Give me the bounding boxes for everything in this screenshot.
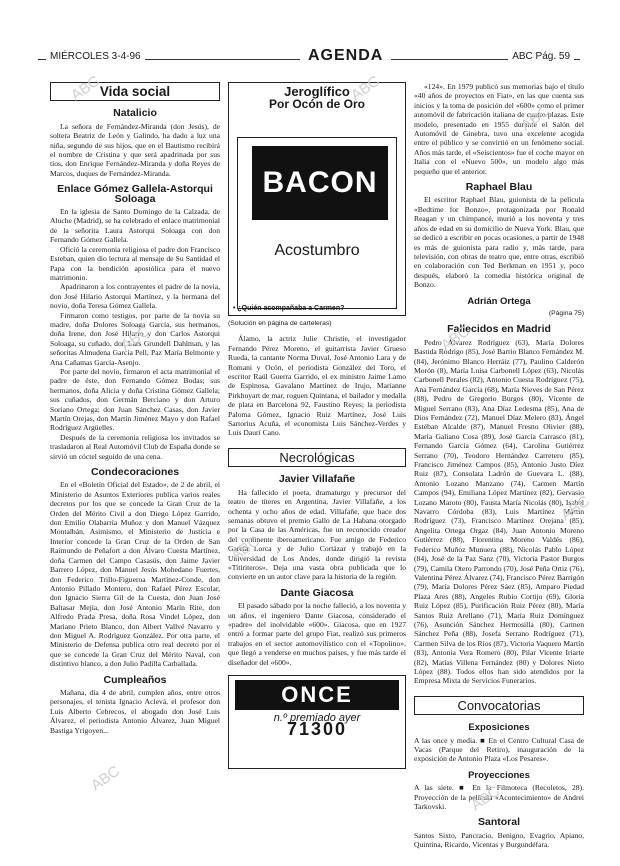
once-lottery-box xyxy=(228,675,406,769)
convocatorias-title: Convocatorias xyxy=(414,696,584,715)
column-vida-social xyxy=(50,82,220,856)
enlace-paragraph: Apadrinaron a los contrayentes el padre de la novia, don José Hilario Astorqui Martínez, y la hermana del novio, doña Teresa Gómez Gallela. xyxy=(50,282,220,311)
giacosa-text: El pasado sábado por la noche falleció, a los noventa y un años, el ingeniero Dante Giacosa, considerado el «padre» del inolvidable «600». Giacosa, que en 1927 entró a formar parte del grupo Fiat, realizó sus primeros trabajos en el sector automovilístico con el «Topolino», que llegó a venderse en muchos países, y fue más tarde el diseñador del «600». xyxy=(228,601,406,667)
exposiciones-text: A las once y media. ■ En el Centro Cultural Casa de Vacas (Parque del Retiro), inauguración de la exposición de Antonio Plaza «Los Pesares». xyxy=(414,735,584,764)
once-logo: ONCE xyxy=(235,680,399,710)
header-date: MIÉRCOLES 3-4-96 xyxy=(46,51,145,62)
blau-page-ref: (Página 75) xyxy=(548,309,584,317)
cumpleanos-heading: Cumpleaños xyxy=(103,673,167,686)
exposiciones-heading: Exposiciones xyxy=(468,722,530,734)
natalicio-text: La señora de Fernández-Miranda (don Jesús), de soltera Beatriz de León y Galindo, ha dado a luz una niña, segundo de sus hijos, que en el Bautismo recibirá el nombre de Cristina y que será apadrinada por sus tíos, don Enrique Fernández-Miranda y doña Reyes de Marcos, duques de Fernández-Miranda. xyxy=(50,121,220,178)
jeroglifico-box xyxy=(228,82,406,316)
necrologicas-title: Necrológicas xyxy=(228,448,406,467)
column-right xyxy=(414,82,584,856)
fallecidos-text: Pedro Álvarez Rodríguez (63), María Dolores Bastida Rodrigo (85), José Barrio Blanco Fernández M. (84), Jerónimo Blanco Herráiz (77), Paulino Calderón Morón (8), María Luisa Carbonell López (63), Nicolás Carbonell Perales (82), Antonio Cuesta Rodríguez (75), Ana Fernández García (68), María Nieves de San Pérez (88), Pedro de Gregorio Burgos (80), Vicente de Miguel Serrano (83), Ana Díaz Ledesma (85), Ana de Dios Fernández (72), Manuel Díaz Melero (83), Ángel Estéban Alcalde (87), Manuel Fresno Olivier (88), María Galiano Cosa (89), José García Carrasco (81), Fernando García Gómez (64), Carolina Gutiérrez Serrano (70), Teodoro Hernández Carretero (85), Francisco Jiménez Campos (85), Antonio Justo Díez Ruiz (87), Consolata Ladrón de Guevara L. (88), Antonio Lozano Manzano (74), Carmen Martín Campos (94), Emiliana López Martínez (82), Gervasio Lozano Maroto (80), Fausta María Nicolás (80), Isabel Navarro Córdoba (83), Luis Martínez Martín Rodríguez (73), Francisco Martínez Orejana (85), Angelita Ortega Orgaz (84), Juan Antonio Moreno Gutiérrez (88), Florentina Moreno Valdés (86), Federico Muñoz Munuera (88), Nicolás Pablo López (84), José de la Paz Sanz (70), Victoria Pastor Burgos (79), Camila Otero Parrondo (70), José Peña Ortiz (76), Valentina Pérez Álvarez (74), Francisco Pérez Barrigón (79), María Dolores Pérez Sáez (85), Amparo Piedad Plaza Ares (88), Angeles Rubio Cortijo (69), Gloria Ruiz López (85), Purificación Ruiz Pérez (80), María Santos Ruiz Arellano (71), María Ruiz Domínguez (76), Asunción Sánchez Hermosilla (80), Carmen Sánchez Peña (88), Josefa Serrano Rodríguez (71), Carmen Silva de los Ríos (87), Victoria Vaquero Martín (83), Antonia Vera Romero (80), Pilar Vicente Iriarte (82), Matías Villena Fernández (80) y Dolores Nieto López (88). Todos ellos han sido atendidos por la Empresa Mixta de Servicios Funerarios. xyxy=(414,337,584,686)
watermark: ABC xyxy=(227,532,263,565)
giacosa-heading: Dante Giacosa xyxy=(280,586,354,599)
natalicio-heading: Natalicio xyxy=(113,107,157,120)
enlace-paragraph: Ofició la ceremonia religiosa el padre don Francisco Esteban, quien dio lectura al mensaje de Su Santidad el Papa con la bendición apostólica para el nuevo matrimonio. xyxy=(50,244,220,282)
jeroglifico-solution-note: (Solución en página de carteleras) xyxy=(228,320,332,327)
jeroglifico-puzzle xyxy=(237,137,397,309)
watermark: ABC xyxy=(87,762,123,795)
proyecciones-text: A las siete. ■ En la Filmoteca (Recoletos, 28). Proyección de la película «Acontecimiento» de Andrei Tarkovski. xyxy=(414,783,584,812)
jeroglifico-word-bacon: BACON xyxy=(252,146,388,220)
watermark: ABC xyxy=(437,322,473,355)
jeroglifico-question: • ¿Quién acompañaba a Carmen? xyxy=(233,304,345,312)
villafane-heading: Javier Villafañe xyxy=(278,473,356,486)
enlace-paragraph: Firmaron como testigos, por parte de la novia su madre, doña Dolores Soloaga García, sus hermanos, doña Irene, don José Hilario y don Carlos Astorqui Soloaga, su cuñado, don Lars Grundell Dahlman, y las señoritas Almudena García Pell, Paz María Belmonte y Ana Cañamas García-Asenjo. xyxy=(50,310,220,367)
santoral-text: Santos Sixto, Pancracio, Benigno, Evagrio, Apiano, Quintina, Ricardo, Vicentas y Burgundéfara. xyxy=(414,830,584,850)
jeroglifico-author: Por Ocón de Oro xyxy=(268,97,365,112)
vida-social-title: Vida social xyxy=(50,82,220,101)
header-page-number: ABC Pág. 59 xyxy=(508,51,574,62)
blau-text: El escritor Raphael Blau, guionista de la película «Bedtime for Bonzo», protagonizada por Ronald Reagan y un chimpancé, murió a los noventa y tres años de edad en su domicilio de Nueva York. Blau, que se dedicó a escribir en pocas ocasiones, a partir de 1948 es más de guionista para radio y, más tarde, para televisión, con obras de teatro que, entre otras, escribió en colaboración con Ted Berkman en 1951 y, poco después, elaboró la comedia histórica original de Bonzo. xyxy=(414,195,584,290)
condecoraciones-heading: Condecoraciones xyxy=(90,466,180,479)
cumpleanos-continuation: Álamo, la actriz Julie Christie, el investigador Fernando Pérez Moreno, el guitarrista Javier Grueso Rueda, la cantante Norma Duval, José Antonio Lara y de Romani y Ocón, el periodista González del Toro, el escritor Raúl Guerra Garrido, el ex ministro Jaime Lamo de Espinosa, Gavalano Martínez de Irujo, Marianne Pirkhuyart de mar, roguen Quintana, el bailador y medalla de plata en Barcelona 92, Faustino Reyes; la periodista Paloma Gómez, Ignacio Ruiz Martínez, José Luis Sartorius Acuña, el economista Luis Sánchez-Verdes y Luis Daurí Cano. xyxy=(228,334,406,438)
villafane-text: Ha fallecido el poeta, dramaturgo y precursor del teatro de títeres en Argentina, Javier Villafañe, a los ochenta y ocho años de edad. Villafañe, que hace dos semanas obtuvo el premio Gallo de La Habana otorgado por la Casa de las Américas, fue un reconocido creador del continente iberoamericano. Fue amigo de Federico García Lorca y de Julio Cortázar y trabajó en la Universidad de Los Andes, donde dirigió la revista «Titiriteros». Deja una vasta obra publicada que lo convierte en un autor clave para la historia de la región. xyxy=(228,487,406,582)
watermark: ABC xyxy=(117,322,153,355)
enlace-heading: Enlace Gómez Gallela-Astorqui Soloaga xyxy=(57,183,213,205)
watermark: ABC xyxy=(517,102,553,135)
watermark: ABC xyxy=(67,72,103,105)
giacosa-continuation: «124». En 1979 publicó sus memorias bajo el título «40 años de proyectos en Fiat», en las que cuenta sus inicios y la toma de posición del «600» como el primer automóvil de fabricación italiana de cuatro plazas. Este modelo, presentado en 1955 durante el Salón del Automóvil de Ginebra, tuvo una excelente acogida entre el público y se convirtió en un fenómeno social. Años más tarde, el «Seiscientos» fue el coche mayor en Italia con el «Nuevo 500», un modelo algo más pequeño que el anterior. xyxy=(414,82,584,176)
column-middle xyxy=(228,82,406,856)
watermark: ABC xyxy=(347,72,383,105)
jeroglifico-title: Jeroglífico xyxy=(284,84,350,99)
once-subtitle: n.º premiado ayer xyxy=(273,712,361,724)
once-winning-number: 71300 xyxy=(286,719,348,740)
blau-byline: Adrián Ortega xyxy=(467,295,531,307)
watermark: ABC xyxy=(467,782,503,815)
page-header xyxy=(38,47,580,71)
blau-heading: Raphael Blau xyxy=(465,181,533,194)
jeroglifico-word-acostumbro: Acostumbro xyxy=(274,242,360,259)
proyecciones-heading: Proyecciones xyxy=(468,769,530,781)
enlace-paragraph: Por parte del novio, firmaron el acta matrimonial el padre de éste, don Fernando Gómez Bodas; sus hermanos, doña Alicia y doña Cristina Gómez Gallela; sus cuñados, don Germán Berciano y don Arturo Soriano Ortega; don Juan Sánchez Casas, don Javier Martín Orejas, don Martín Jiménez Mayo y don Rafael Rodríguez Argüelles. xyxy=(50,366,220,433)
santoral-heading: Santoral xyxy=(477,816,520,829)
section-title: AGENDA xyxy=(300,47,391,65)
convocatorias-list xyxy=(414,723,584,849)
enlace-paragraph: En la iglesia de Santo Domingo de la Calzada, de Aluche (Madrid), se ha celebrado el enlace matrimonial de la señorita Laura Astorqui Soloaga con don Fernando Gómez Gallela. xyxy=(50,207,220,245)
watermark: ABC xyxy=(557,492,593,525)
condecoraciones-text: En el «Boletín Oficial del Estado», de 2 de abril, el Ministerio de Asuntos Exteriores publica varios reales decretos por los que se concede la Gran Cruz de la Orden del Mérito Civil a don Diego López Garrido, don Emilio Olabarría Muñoz y don Manuel Vázquez Montalbán. Asimismo, el Ministerio de Justicia e Interior concede la Gran Cruz de la Orden de San Raimundo de Peñafort a don Álvaro Cuesta Martínez, doña Carmen del Campo Casasús, don Jaime Javier Barrero López, don Manuel Jesús Mohedano Fuertes, don Federico Trillo-Figueroa Martínez-Conde, don Antonio Pillado Montero, don Rafael Pérez Escolar, don Ignacio Sierra Gil de la Cuesta, don Juan José Baltasar Mejía, don José Antonio Marín Rite, don Alfredo Prada Presa, doña Rosa Vindel López, don Mariano Prieto Blanco, don Albert Vallvé Navarro y don Miguel A. Rodríguez González. Por otra parte, el Ministerio de Defensa publica otro real decreto por el que se concede la Gran Cruz del Mérito Naval, con distintivo blanco, a don Julio Padilla Carballada. xyxy=(50,480,220,669)
enlace-paragraph: Después de la ceremonia religiosa los invitados se trasladaron al Real Automóvil Club de España donde se sirvió un cóctel seguido de una cena. xyxy=(50,432,220,461)
cumpleanos-text: Mañana, día 4 de abril, cumplen años, entre otros personajes, el tenista Ignacio Aclevá, el profesor don Luis Alberto Cebrecos, el abogado don José Luis Álvarez, el periodista Antonio Álvarez, Juan Miguel Bastiga Yrigoyen... xyxy=(50,687,220,735)
fallecidos-heading: Fallecidos en Madrid xyxy=(447,323,551,336)
